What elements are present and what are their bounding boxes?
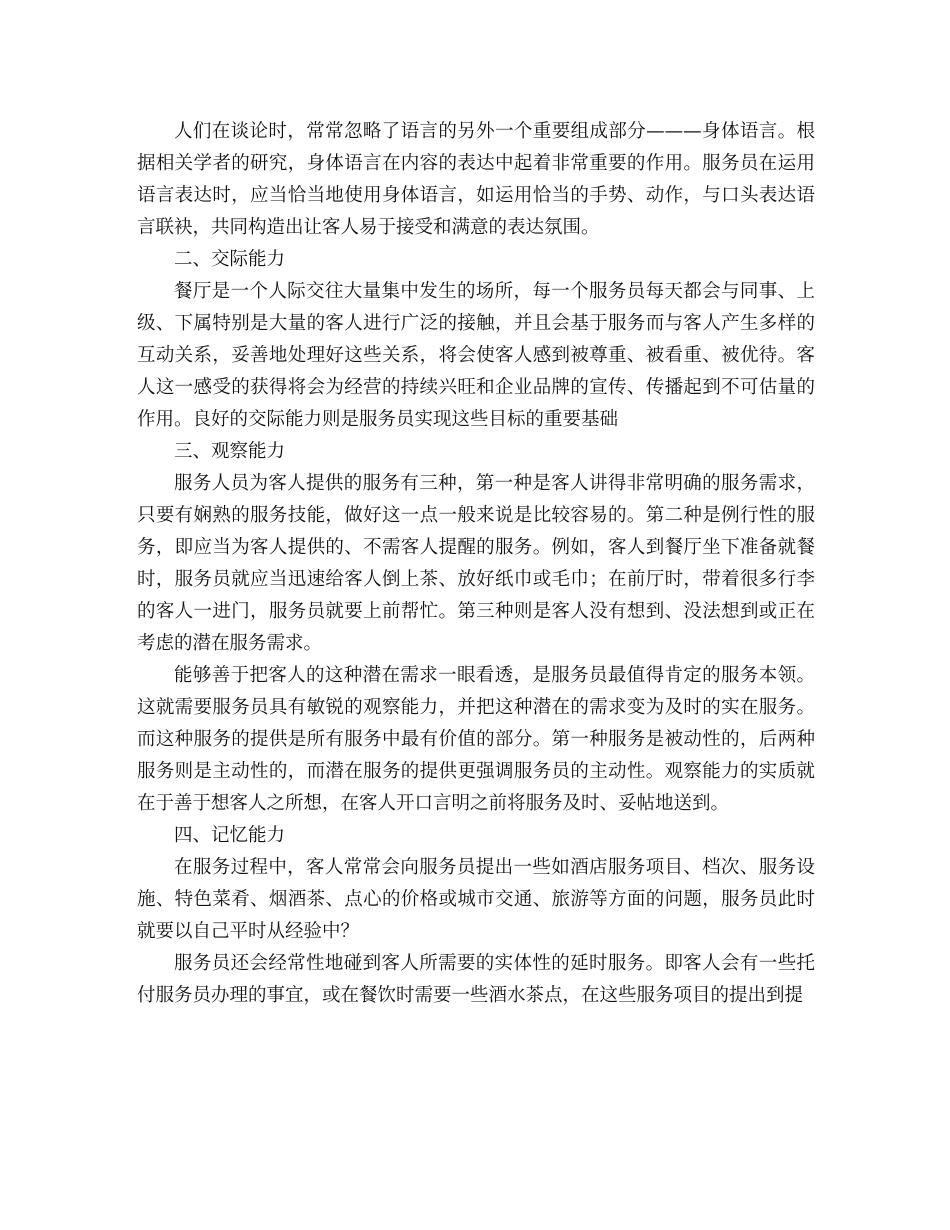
paragraph-observation-2: 能够善于把客人的这种潜在需求一眼看透，是服务员最值得肯定的服务本领。这就需要服务员具有敏锐的观察能力，并把这种潜在的需求变为及时的实在服务。而这种服务的提供是所有服务中最有价值的部分。第一种服务是被动性的，后两种服务则是主动性的，而潜在服务的提供更强调服务员的主动性。观察能力的实质就在于善于想客人之所想，在客人开口言明之前将服务及时、妥帖地送到。: [137, 665, 815, 814]
paragraph-body-language: 人们在谈论时，常常忽略了语言的另外一个重要组成部分———身体语言。根据相关学者的研究，身体语言在内容的表达中起着非常重要的作用。服务员在运用语言表达时，应当恰当地使用身体语言，如运用恰当的手势、动作，与口头表达语言联袂，共同构造出让客人易于接受和满意的表达氛围。: [137, 121, 815, 238]
document-body: [137, 116, 815, 1012]
paragraph-memory-1: 在服务过程中，客人常常会向服务员提出一些如酒店服务项目、档次、服务设施、特色菜肴、烟酒茶、点心的价格或城市交通、旅游等方面的问题，服务员此时就要以自己平时从经验中？: [137, 857, 815, 942]
paragraph-observation-1: 服务人员为客人提供的服务有三种，第一种是客人讲得非常明确的服务需求，只要有娴熟的服务技能，做好这一点一般来说是比较容易的。第二种是例行性的服务，即应当为客人提供的、不需客人提醒的服务。例如，客人到餐厅坐下准备就餐时，服务员就应当迅速给客人倒上茶、放好纸巾或毛巾；在前厅时，带着很多行李的客人一进门，服务员就要上前帮忙。第三种则是客人没有想到、没法想到或正在考虑的潜在服务需求。: [137, 473, 815, 654]
section-heading-memory: 四、记忆能力: [174, 825, 286, 846]
paragraph-memory-2: 服务员还会经常性地碰到客人所需要的实体性的延时服务。即客人会有一些托付服务员办理的事宜，或在餐饮时需要一些酒水茶点，在这些服务项目的提出到提: [137, 953, 815, 1006]
section-heading-observation: 三、观察能力: [174, 441, 286, 462]
paragraph-communication: 餐厅是一个人际交往大量集中发生的场所，每一个服务员每天都会与同事、上级、下属特别是大量的客人进行广泛的接触，并且会基于服务而与客人产生多样的互动关系，妥善地处理好这些关系，将会使客人感到被尊重、被看重、被优待。客人这一感受的获得将会为经营的持续兴旺和企业品牌的宣传、传播起到不可估量的作用。良好的交际能力则是服务员实现这些目标的重要基础: [137, 281, 815, 430]
section-heading-communication: 二、交际能力: [174, 249, 286, 270]
